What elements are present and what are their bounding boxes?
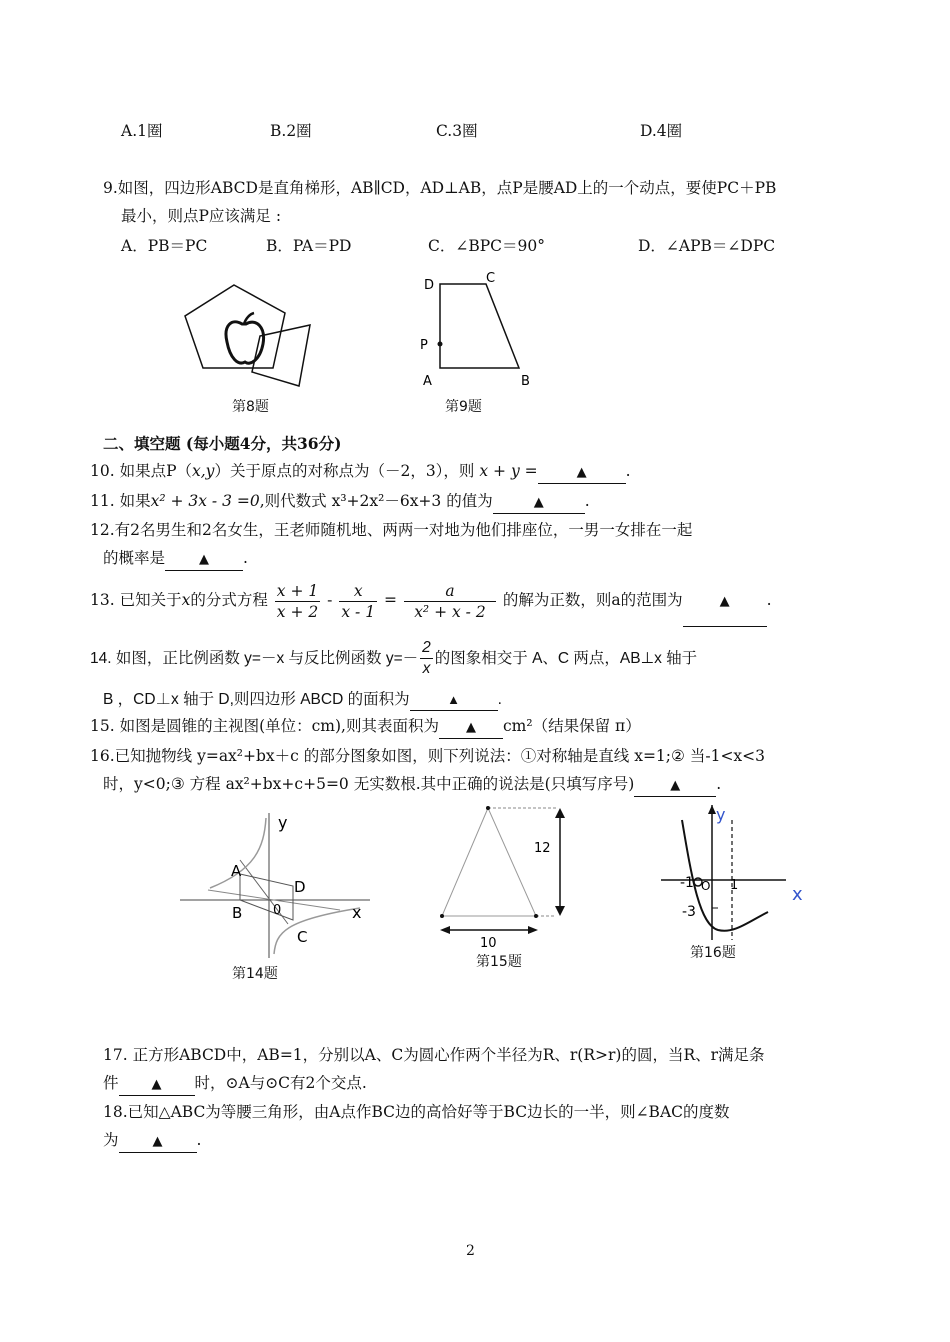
fig16-label-x: x [792, 884, 803, 905]
fig16-label-neg3: -3 [682, 904, 696, 920]
figure-15-cone [430, 800, 580, 950]
q13: 13. 已知关于x的分式方程 $\frac{x + 1}{x + 2}$ - $\frac{x}{x - 1}$ = $\frac{a}{\text{x² + x - 2}}$ 的解为正数，则a的范围为 ▲ . [90, 576, 772, 627]
fig14-label-a: A [231, 862, 242, 880]
fig16-label-y: y [716, 805, 726, 824]
q12-line2: 的概率是 ▲ . [103, 548, 248, 571]
q17-line2: 件 ▲ 时，⊙A与⊙C有2个交点. [103, 1073, 367, 1096]
fig16-label-neg1: -1 [680, 875, 694, 891]
figure-16-caption: 第16题 [690, 945, 736, 961]
fig9-label-d: D [424, 278, 435, 293]
figure-14-graph [180, 808, 380, 968]
q14-line1: 14. 如图，正比例函数 y=－x 与反比例函数 y=－ $\frac{2}{x}$ 的图象相交于 A、C 两点，AB⊥x 轴于 [90, 639, 698, 678]
q16-line2: 时，y<0;③ 方程 ax²+bx+c+5=0 无实数根.其中正确的说法是(只填写序号) ▲ . [103, 774, 721, 797]
fig14-label-y: y [278, 813, 288, 832]
q15: 15. 如图是圆锥的主视图(单位：cm),则其表面积为 ▲ cm²（结果保留 π） [90, 716, 641, 739]
fig14-label-b: B [232, 904, 243, 922]
q8-option-d: D.4圈 [640, 122, 683, 140]
fig15-height-label: 12 [534, 841, 551, 856]
q9-line2: 最小，则点P应该满足 : [121, 207, 282, 225]
fig15-base-label: 10 [480, 936, 497, 951]
figure-16-parabola [656, 800, 816, 945]
q8-option-a: A.1圈 [121, 122, 163, 140]
fig14-label-d: D [294, 878, 306, 896]
q9-option-a: A．PB＝PC [121, 237, 208, 255]
fig16-label-o: O [701, 879, 711, 893]
q12-line1: 12.有2名男生和2名女生，王老师随机地、两两一对地为他们排座位，一男一女排在一起 [90, 521, 693, 539]
figure-9-caption: 第9题 [445, 399, 482, 415]
q9-option-c: C．∠BPC＝90° [428, 237, 545, 255]
section-title: 二、填空题 (每小题4分，共36分) [103, 434, 342, 453]
figure-8-pentagon-apple [180, 280, 330, 390]
figure-15-caption: 第15题 [476, 954, 522, 970]
fig14-label-x: x [352, 903, 362, 922]
q16-line1: 16.已知抛物线 y=ax²+bx＋c 的部分图象如图，则下列说法：①对称轴是直线 x=1;② 当-1<x<3 [90, 747, 766, 765]
q14-line2: B ，CD⊥x 轴于 D,则四边形 ABCD 的面积为 ▲ . [103, 690, 502, 711]
q8-option-c: C.3圈 [436, 122, 478, 140]
fig9-label-c: C [486, 271, 496, 286]
page-number: 2 [466, 1243, 475, 1259]
figure-8-caption: 第8题 [232, 399, 269, 415]
figure-14-caption: 第14题 [232, 966, 278, 982]
fig9-label-a: A [423, 374, 432, 389]
figure-9-trapezoid [415, 270, 545, 395]
fig16-label-1: 1 [730, 878, 739, 893]
q11: 11. 如果x² + 3x - 3 =0,则代数式 x³+2x²－6x+3 的值为 ▲ . [90, 491, 590, 514]
q9-option-b: B．PA＝PD [266, 237, 352, 255]
q9-option-d: D．∠APB＝∠DPC [638, 237, 776, 255]
q10: 10. 如果点P（x,y）关于原点的对称点为（－2，3），则 x + y = ▲ . [90, 461, 631, 484]
q8-option-b: B.2圈 [270, 122, 312, 140]
q9-line1: 9.如图，四边形ABCD是直角梯形，AB∥CD，AD⊥AB，点P是腰AD上的一个动点，要使PC＋PB [103, 179, 777, 197]
q18-line1: 18.已知△ABC为等腰三角形，由A点作BC边的高恰好等于BC边长的一半，则∠BAC的度数 [103, 1103, 730, 1121]
fig14-label-o: 0 [273, 903, 282, 918]
q17-line1: 17. 正方形ABCD中，AB=1，分别以A、C为圆心作两个半径为R、r(R>r)的圆，当R、r满足条 [103, 1046, 765, 1064]
fig9-label-p: P [420, 338, 428, 353]
fig9-label-b: B [521, 374, 530, 389]
fig14-label-c: C [297, 928, 308, 946]
q18-line2: 为 ▲ . [103, 1130, 201, 1153]
